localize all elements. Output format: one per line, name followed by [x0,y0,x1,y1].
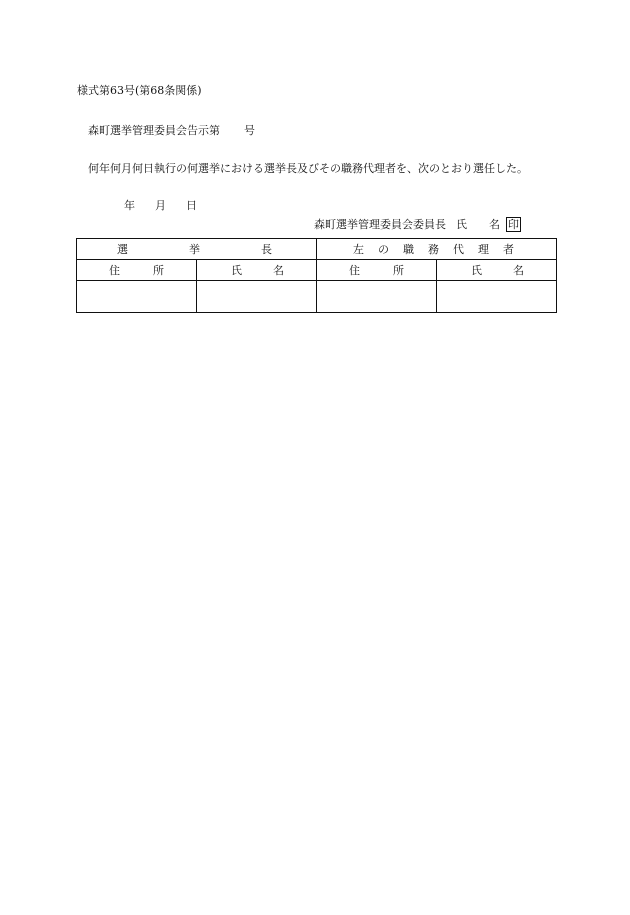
header-char: 住 [109,264,120,277]
deputy-address-header [317,260,437,281]
notice-title [88,124,255,138]
body-text: 何年何月何日執行の何選挙における選挙長及びその職務代理者を、次のとおり選任した。 [88,162,528,175]
header-char: 氏 [231,264,242,277]
header-char: 長 [261,243,272,256]
date-line [124,199,197,213]
name-label-1: 氏 [456,218,467,231]
notice-suffix: 号 [244,124,255,137]
table-row [77,281,557,313]
chairman-title: 森町選挙管理委員会委員長 [314,218,446,231]
header-char: 住 [349,264,360,277]
appointment-table [76,238,557,313]
header-char: 選 [117,243,128,256]
date-day: 日 [186,199,197,212]
header-char: 所 [393,264,404,277]
header-char: 名 [273,264,284,277]
name-label-2: 名 [489,218,500,231]
date-year: 年 [124,199,135,212]
group-header-row [77,239,557,260]
header-char: の [378,243,389,256]
header-char: 職 [403,243,414,256]
header-char: 代 [453,243,464,256]
deputy-name-cell [437,281,557,313]
chief-address-header [77,260,197,281]
chief-name-header [197,260,317,281]
election-chief-header [77,239,317,260]
form-number: 様式第63号(第68条関係) [77,84,202,97]
signature-line [314,217,521,232]
header-char: 名 [513,264,524,277]
header-char: 所 [153,264,164,277]
header-char: 務 [428,243,439,256]
chief-address-cell [77,281,197,313]
notice-prefix: 森町選挙管理委員会告示第 [88,124,220,137]
deputy-name-header [437,260,557,281]
deputy-address-cell [317,281,437,313]
header-char: 挙 [189,243,200,256]
header-char: 氏 [471,264,482,277]
sub-header-row [77,260,557,281]
date-month: 月 [155,199,166,212]
header-char: 理 [478,243,489,256]
header-char: 者 [503,243,514,256]
seal-mark: 印 [508,218,519,231]
header-char: 左 [353,243,364,256]
chief-name-cell [197,281,317,313]
deputy-header [317,239,557,260]
